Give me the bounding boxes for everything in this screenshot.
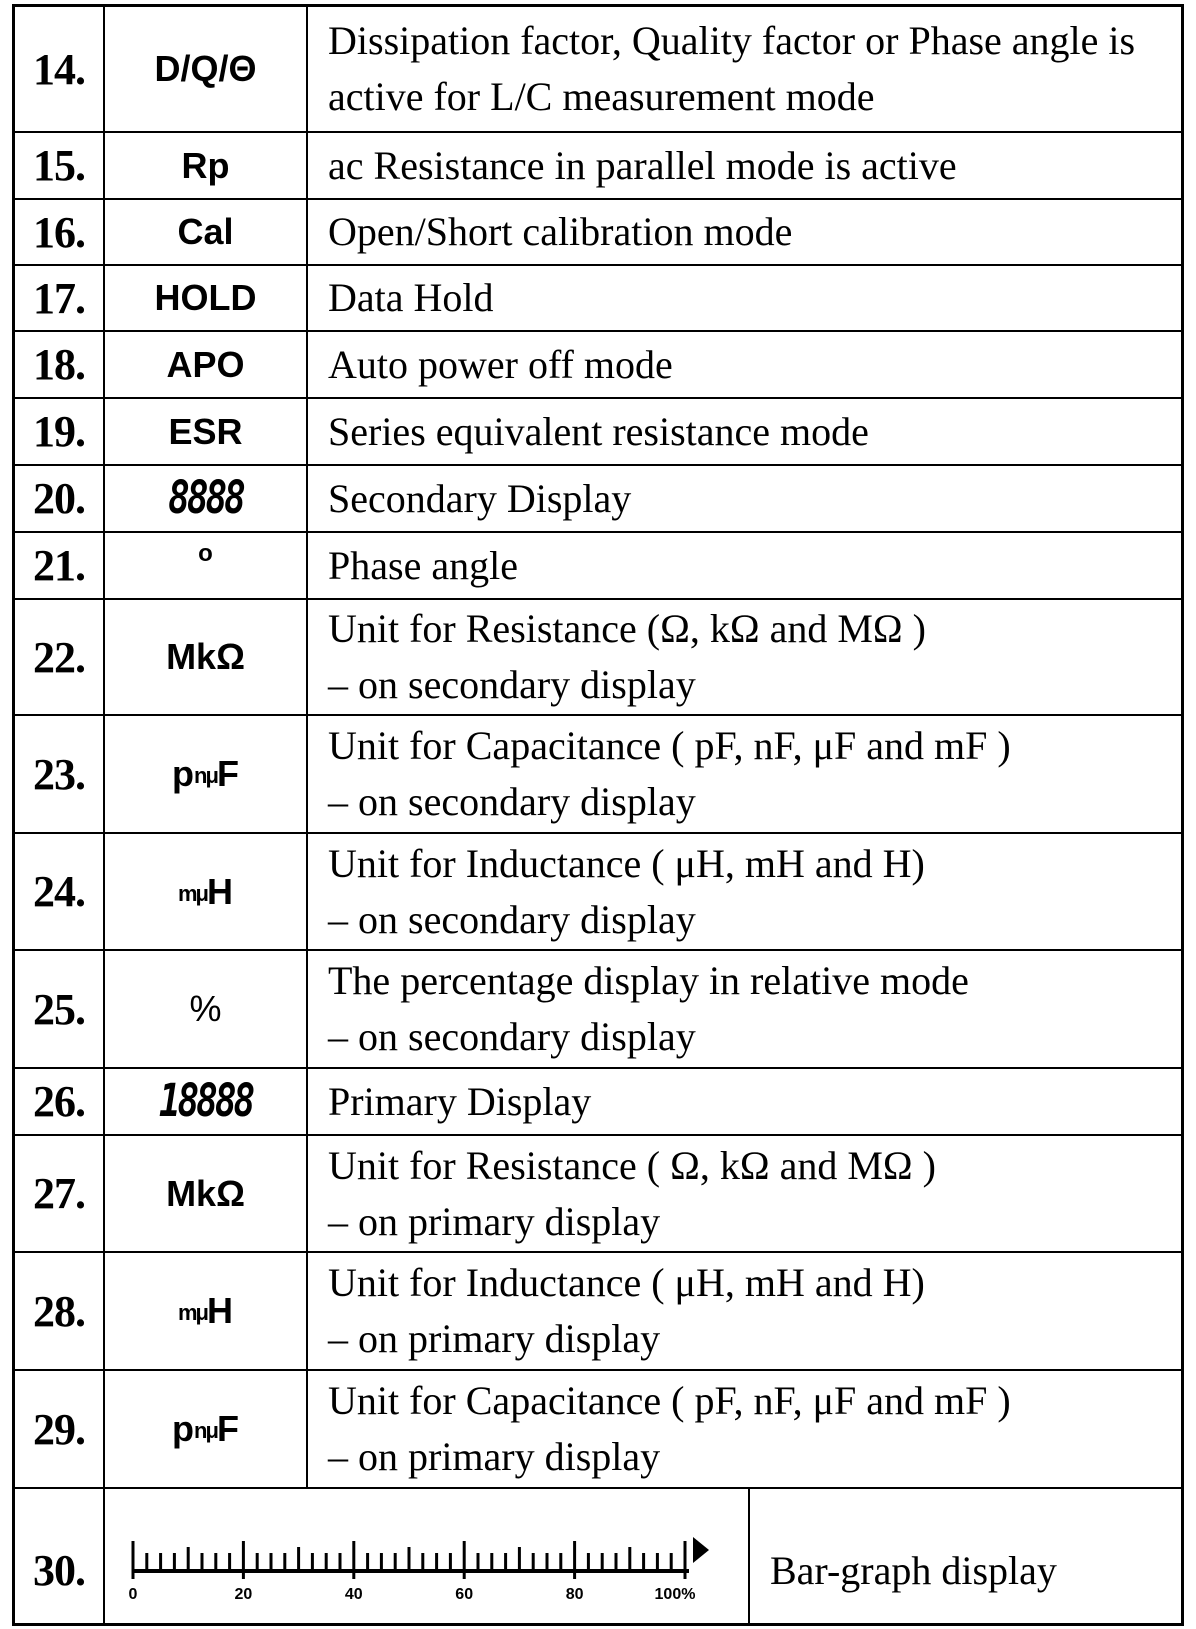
description-line: Secondary Display bbox=[328, 475, 632, 521]
symbol-prefix: p bbox=[172, 753, 195, 794]
symbol-unit: F bbox=[216, 1408, 239, 1449]
symbol-prefix: p bbox=[172, 1408, 195, 1449]
table-row bbox=[15, 198, 1181, 264]
item-number: 20. bbox=[33, 474, 85, 523]
table-row bbox=[15, 832, 1181, 949]
item-number: 22. bbox=[33, 632, 85, 682]
scale-label: 0 bbox=[128, 1586, 138, 1603]
segment-prefix-icon: mμ bbox=[177, 1300, 208, 1325]
item-number: 15. bbox=[33, 141, 85, 190]
item-description bbox=[306, 1371, 1181, 1487]
item-number: 30. bbox=[33, 1545, 85, 1595]
segment-prefix-icon: mμ bbox=[177, 880, 208, 906]
symbol-unit: H bbox=[207, 1290, 234, 1331]
item-number: 27. bbox=[33, 1169, 85, 1218]
table-row bbox=[15, 1134, 1181, 1251]
scale-label: 100% bbox=[654, 1586, 696, 1603]
degree-icon: o bbox=[198, 539, 213, 567]
item-number: 18. bbox=[33, 340, 85, 389]
description-line: Data Hold bbox=[328, 275, 494, 320]
item-number: 21. bbox=[33, 541, 85, 590]
table-row bbox=[15, 598, 1181, 714]
symbol-cal: Cal bbox=[103, 200, 306, 264]
symbol-inductance-unit bbox=[103, 834, 306, 949]
symbol-percent: % bbox=[103, 951, 306, 1067]
item-description bbox=[306, 951, 1181, 1067]
description-line: Series equivalent resistance mode bbox=[328, 408, 869, 454]
lcd-symbol-table bbox=[12, 4, 1184, 1626]
item-description bbox=[748, 1489, 1181, 1623]
table-row bbox=[15, 1251, 1181, 1369]
item-description bbox=[306, 834, 1181, 949]
segment-prefix-icon: nμ bbox=[194, 1418, 217, 1443]
symbol-dqtheta: D/Q/Θ bbox=[103, 7, 306, 131]
symbol-unit: H bbox=[207, 870, 234, 912]
description-line: Primary Display bbox=[328, 1078, 592, 1124]
description-line: Unit for Capacitance ( pF, nF, μF and mF ) bbox=[328, 723, 1011, 768]
item-description bbox=[306, 133, 1181, 198]
scale-label: 20 bbox=[234, 1586, 253, 1603]
table-row bbox=[15, 1369, 1181, 1487]
description-line: Bar-graph display bbox=[770, 1547, 1057, 1593]
item-number: 29. bbox=[33, 1404, 85, 1454]
table-row bbox=[15, 949, 1181, 1067]
description-line: Unit for Resistance ( Ω, kΩ and MΩ ) bbox=[328, 1142, 936, 1188]
symbol-unit: F bbox=[216, 753, 239, 794]
description-line: Phase angle bbox=[328, 542, 518, 588]
item-description bbox=[306, 716, 1181, 832]
scale-label: 60 bbox=[455, 1586, 474, 1603]
description-line: – on primary display bbox=[328, 1434, 661, 1479]
symbol-esr: ESR bbox=[103, 399, 306, 464]
item-number: 17. bbox=[33, 273, 85, 323]
description-line: – on secondary display bbox=[328, 779, 696, 824]
description-line: active for L/C measurement mode bbox=[328, 74, 875, 119]
item-number: 19. bbox=[33, 407, 85, 456]
item-description bbox=[306, 7, 1181, 131]
table-row bbox=[15, 131, 1181, 198]
segment-prefix-icon: nμ bbox=[194, 763, 217, 788]
description-line: – on secondary display bbox=[328, 1014, 696, 1059]
item-number: 14. bbox=[33, 44, 85, 94]
table-row bbox=[15, 264, 1181, 330]
description-line: Open/Short calibration mode bbox=[328, 209, 793, 254]
description-line: ac Resistance in parallel mode is active bbox=[328, 142, 957, 188]
description-line: Unit for Inductance ( μH, mH and H) bbox=[328, 840, 925, 886]
description-line: Auto power off mode bbox=[328, 341, 673, 387]
item-number: 16. bbox=[33, 207, 85, 257]
item-number: 25. bbox=[33, 984, 85, 1034]
description-line: – on primary display bbox=[328, 1316, 661, 1361]
scale-label: 40 bbox=[344, 1586, 363, 1603]
item-description bbox=[306, 399, 1181, 464]
bar-graph-cell bbox=[103, 1489, 748, 1623]
symbol-hold: HOLD bbox=[103, 266, 306, 330]
secondary-display-digits-icon bbox=[103, 466, 306, 531]
item-description bbox=[306, 1253, 1181, 1369]
table-row bbox=[15, 1487, 1181, 1623]
symbol-mkohm: MkΩ bbox=[103, 600, 306, 714]
item-number: 28. bbox=[33, 1286, 85, 1336]
item-description bbox=[306, 200, 1181, 264]
symbol-inductance-unit bbox=[103, 1253, 306, 1369]
lcd-digits: 8888 bbox=[168, 472, 243, 525]
description-line: – on secondary display bbox=[328, 662, 696, 707]
primary-display-digits-icon bbox=[103, 1069, 306, 1134]
lcd-digits: 18888 bbox=[158, 1075, 253, 1128]
description-line: – on secondary display bbox=[328, 896, 696, 942]
table-row bbox=[15, 397, 1181, 464]
symbol-capacitance-unit bbox=[103, 1371, 306, 1487]
item-description bbox=[306, 332, 1181, 397]
item-number: 24. bbox=[33, 867, 85, 916]
table-row bbox=[15, 330, 1181, 397]
table-row bbox=[15, 7, 1181, 131]
item-description bbox=[306, 1136, 1181, 1251]
description-line: – on primary display bbox=[328, 1198, 661, 1244]
symbol-capacitance-unit bbox=[103, 716, 306, 832]
symbol-apo: APO bbox=[103, 332, 306, 397]
degree-symbol bbox=[103, 533, 306, 598]
table-row bbox=[15, 1067, 1181, 1134]
symbol-mkohm: MkΩ bbox=[103, 1136, 306, 1251]
table-row bbox=[15, 464, 1181, 531]
item-description bbox=[306, 533, 1181, 598]
description-line: Unit for Resistance (Ω, kΩ and MΩ ) bbox=[328, 606, 926, 651]
symbol-rp: Rp bbox=[103, 133, 306, 198]
table-row bbox=[15, 714, 1181, 832]
bar-graph-scale-icon bbox=[105, 1489, 748, 1623]
description-line: Unit for Capacitance ( pF, nF, μF and mF ) bbox=[328, 1378, 1011, 1423]
description-line: The percentage display in relative mode bbox=[328, 958, 969, 1003]
table-row bbox=[15, 531, 1181, 598]
overrange-arrow-icon bbox=[693, 1537, 709, 1563]
item-number: 23. bbox=[33, 749, 85, 799]
item-number: 26. bbox=[33, 1077, 85, 1126]
item-description bbox=[306, 600, 1181, 714]
description-line: Dissipation factor, Quality factor or Phase angle is bbox=[328, 18, 1136, 63]
item-description bbox=[306, 1069, 1181, 1134]
description-line: Unit for Inductance ( μH, mH and H) bbox=[328, 1260, 925, 1305]
scale-label: 80 bbox=[565, 1586, 584, 1603]
item-description bbox=[306, 466, 1181, 531]
item-description bbox=[306, 266, 1181, 330]
